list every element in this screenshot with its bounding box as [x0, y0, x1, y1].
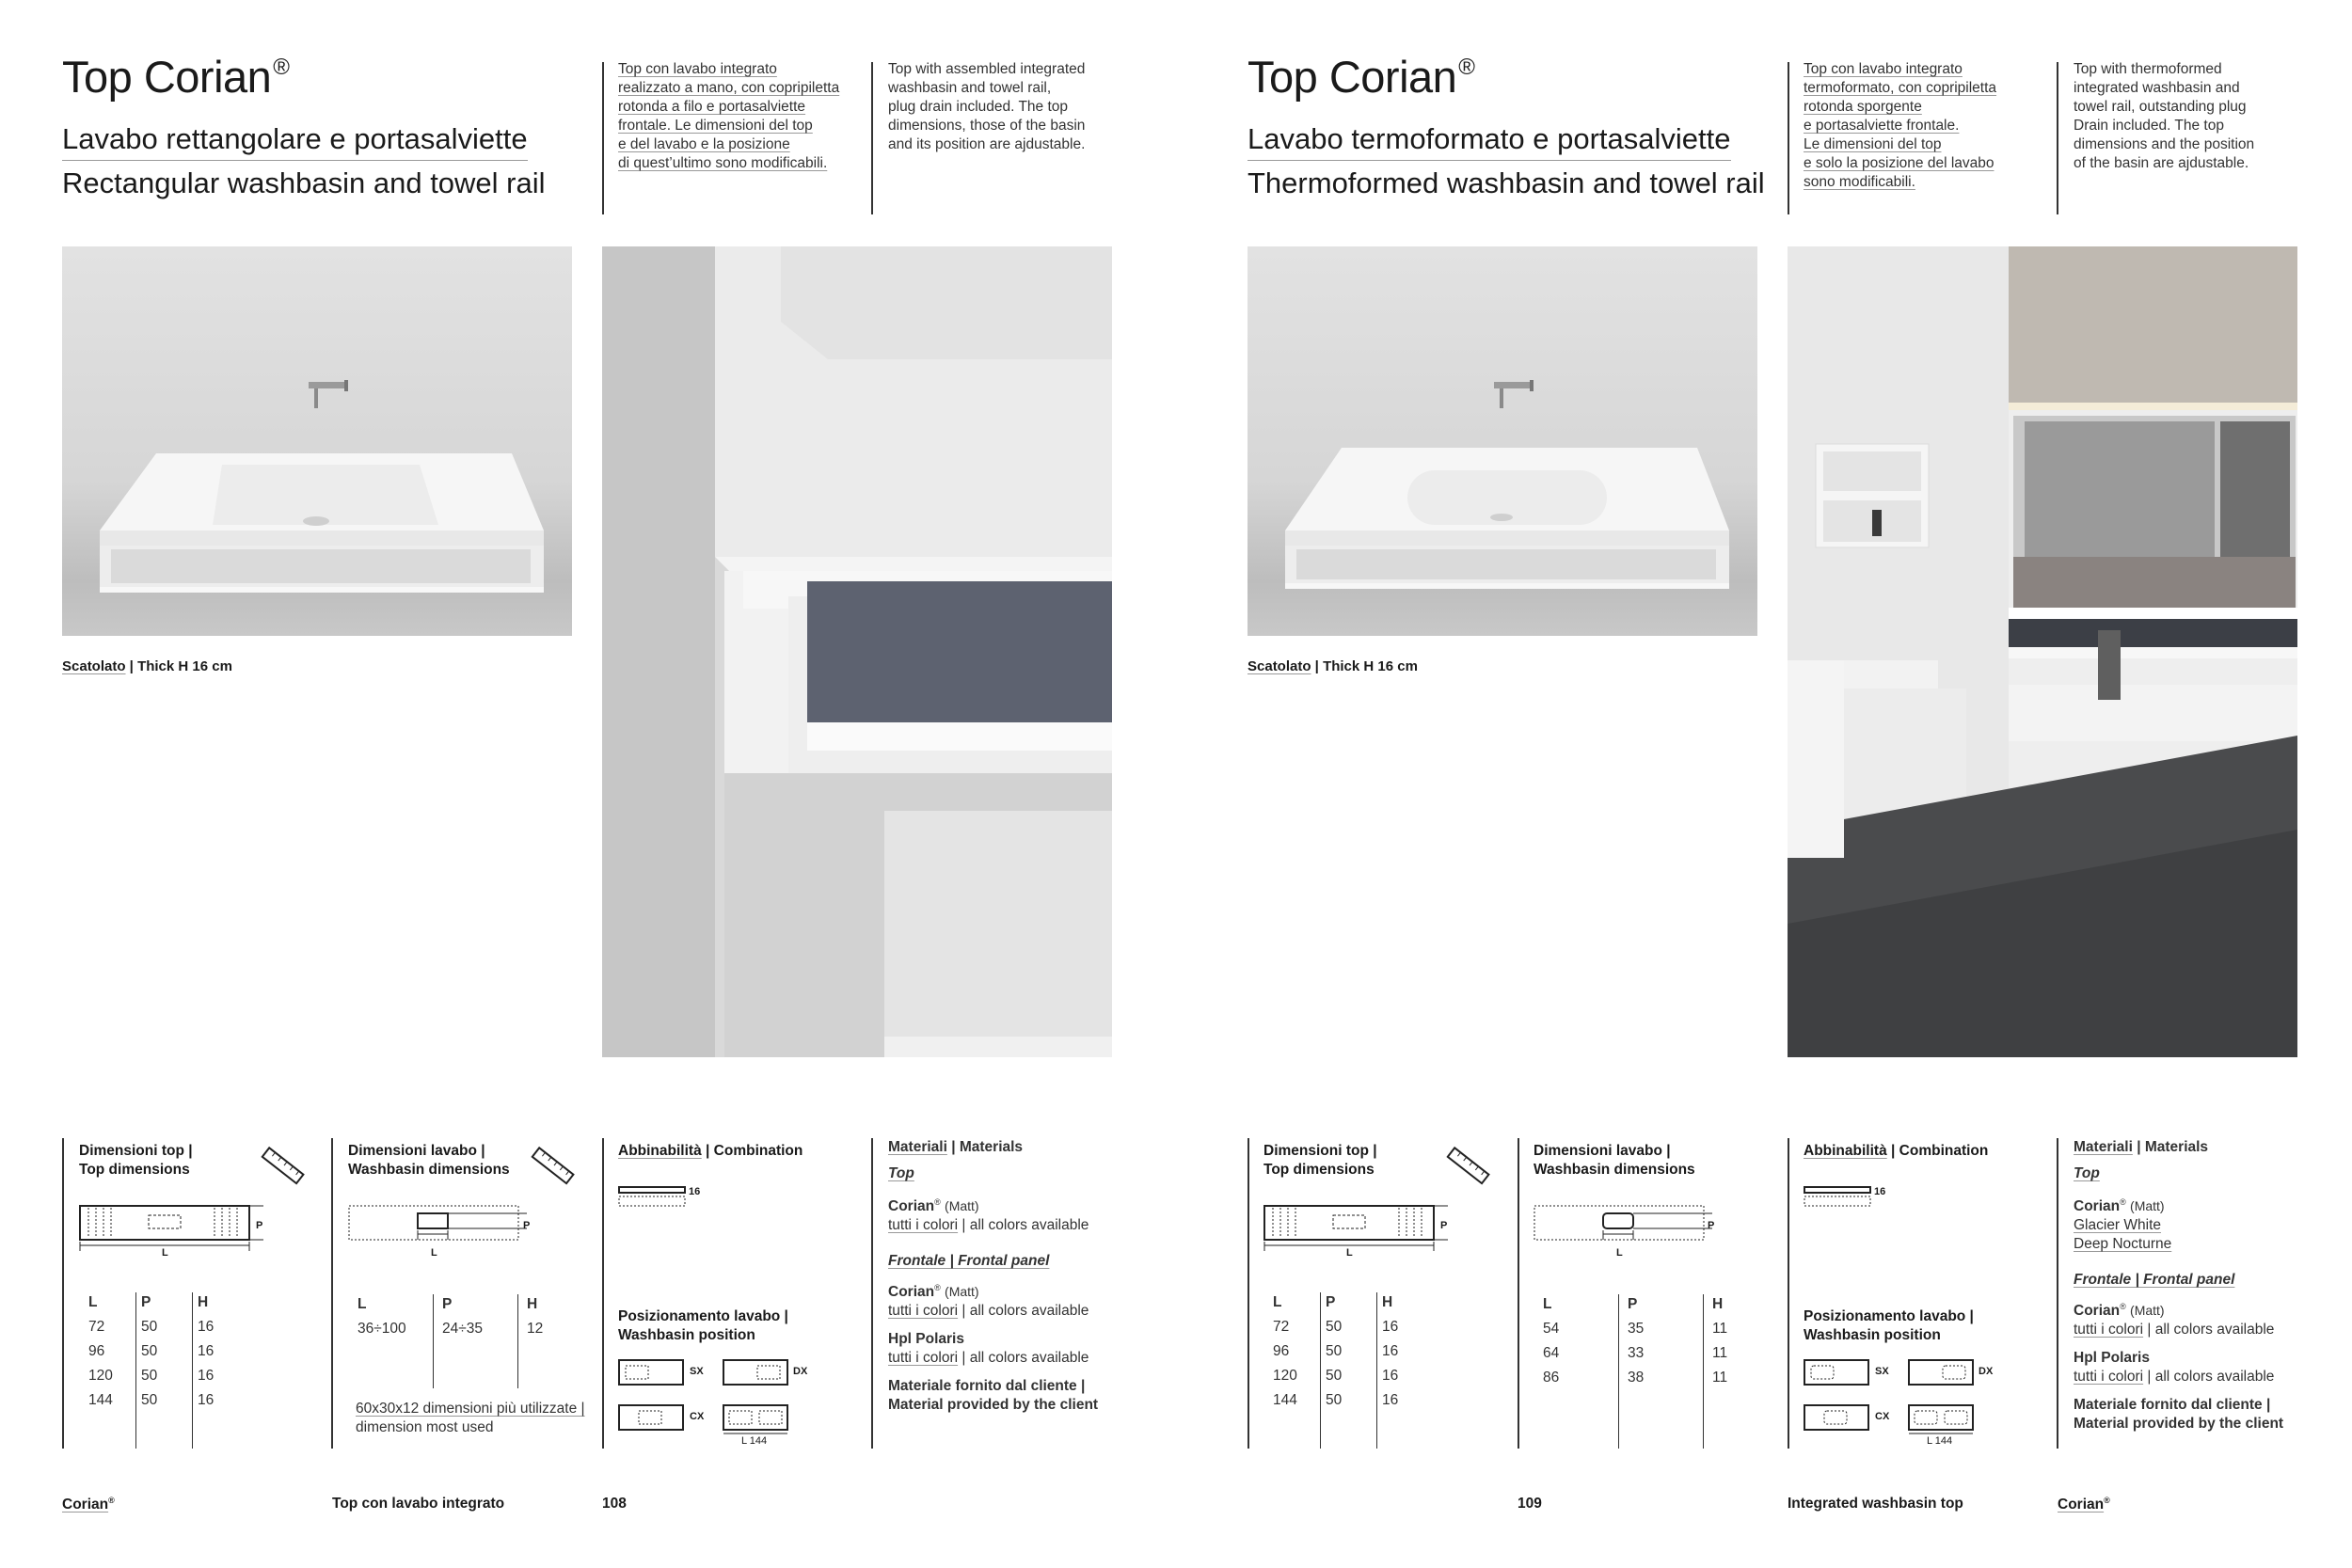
left-caption: Scatolato | Thick H 16 cm [62, 658, 232, 674]
ruler-icon [529, 1146, 576, 1187]
left-basin-dims-title: Dimensioni lavabo | Washbasin dimensions [348, 1143, 510, 1178]
left-footer-brand: Corian® [62, 1496, 115, 1513]
right-subtitle: Lavabo termoformato e portasalviette Thermoformed washbasin and towel rail [1248, 122, 1765, 200]
left-pos-sx: SX [690, 1366, 704, 1377]
right-desc-it: Top con lavabo integrato termoformato, con copripiletta rotonda sporgente e portasalviette frontale. Le dimensioni del top e solo la posizione del lavabo sono modificabili. [1804, 61, 1997, 190]
left-top-dims-title: Dimensioni top | Top dimensions [79, 1143, 193, 1178]
right-combination-title: Abbinabilità | Combination [1804, 1143, 1989, 1159]
right-position-title: Posizionamento lavabo | Washbasin position [1804, 1308, 1974, 1343]
left-basin-note: 60x30x12 dimensioni più utilizzate | dimension most used [356, 1401, 585, 1435]
washbasin-detail-photo [602, 246, 1112, 1057]
right-pos-dx: DX [1979, 1366, 1994, 1377]
right-basin-p-label: P [1708, 1220, 1715, 1231]
right-materials: Materiali | Materials Top Corian® (Matt) Glacier White Deep Nocturne Frontale | Frontal panel Corian® (Matt) tutti i colori | all colors available Hpl Polaris tutti i colori | all colors available Materiale fornito dal cliente | Material provided by the client [2074, 1139, 2284, 1433]
right-footer-brand: Corian® [2058, 1496, 2110, 1513]
right-desc-en: Top with thermoformed integrated washbasin and towel rail, outstanding plug Drain included. The top dimensions and the position of the basin are ajdustable. [2074, 61, 2255, 171]
left-subtitle: Lavabo rettangolare e portasalviette Rectangular washbasin and towel rail [62, 122, 546, 200]
right-pos-cx: CX [1875, 1411, 1890, 1422]
rectangular-washbasin-photo [62, 246, 572, 636]
right-combination-num: 16 [1874, 1186, 1886, 1197]
right-page-number: 109 [1518, 1496, 1542, 1512]
left-page-title: Top Corian® [62, 52, 290, 102]
right-pos-sx: SX [1875, 1366, 1889, 1377]
left-combination-title: Abbinabilità | Combination [618, 1143, 803, 1159]
ruler-icon [259, 1146, 306, 1187]
left-desc-en: Top with assembled integrated washbasin and towel rail, plug drain included. The top dimensions, those of the basin and its position are ajdustable. [888, 61, 1086, 152]
left-basin-l-label: L [431, 1247, 437, 1259]
top-dims-diagram [79, 1202, 267, 1259]
basin-dims-diagram [348, 1202, 536, 1259]
top-dims-diagram [1263, 1202, 1452, 1259]
basin-dims-diagram [1534, 1202, 1722, 1259]
ruler-icon [1444, 1146, 1491, 1187]
left-position-title: Posizionamento lavabo | Washbasin position [618, 1308, 788, 1343]
left-pos-l144: L 144 [741, 1435, 768, 1447]
left-top-p-label: P [256, 1220, 263, 1231]
right-top-l-label: L [1346, 1247, 1353, 1259]
right-footer-section: Integrated washbasin top [1788, 1496, 1963, 1512]
right-caption: Scatolato | Thick H 16 cm [1248, 658, 1418, 674]
position-diagram [618, 1358, 844, 1443]
left-pos-dx: DX [793, 1366, 808, 1377]
left-basin-p-label: P [523, 1220, 531, 1231]
left-combination-num: 16 [689, 1186, 701, 1197]
bathroom-scene-photo [1788, 246, 2297, 1057]
right-top-p-label: P [1440, 1220, 1448, 1231]
left-pos-cx: CX [690, 1411, 705, 1422]
left-materials: Materiali | Materials Top Corian® (Matt) tutti i colori | all colors available Frontale | Frontal panel Corian® (Matt) tutti i colori | all colors available Hpl Polaris tutti i colori | all colors available Materiale fornito dal cliente | Material provided by the client [888, 1139, 1099, 1414]
right-top-dims-title: Dimensioni top | Top dimensions [1263, 1143, 1377, 1178]
left-page-number: 108 [602, 1496, 627, 1512]
right-basin-l-label: L [1616, 1247, 1623, 1259]
left-desc-it: Top con lavabo integrato realizzato a mano, con copripiletta rotonda a filo e portasalviette frontale. Le dimensioni del top e del lavabo e la posizione di quest’ultimo sono modificabili. [618, 61, 840, 171]
left-top-l-label: L [162, 1247, 168, 1259]
left-footer-section: Top con lavabo integrato [332, 1496, 505, 1512]
position-diagram [1804, 1358, 2029, 1443]
right-pos-l144: L 144 [1927, 1435, 1953, 1447]
combination-diagram [618, 1185, 693, 1212]
right-page-title: Top Corian® [1248, 52, 1475, 102]
combination-diagram [1804, 1185, 1879, 1212]
thermoformed-washbasin-photo [1248, 246, 1757, 636]
right-basin-dims-title: Dimensioni lavabo | Washbasin dimensions [1534, 1143, 1695, 1178]
